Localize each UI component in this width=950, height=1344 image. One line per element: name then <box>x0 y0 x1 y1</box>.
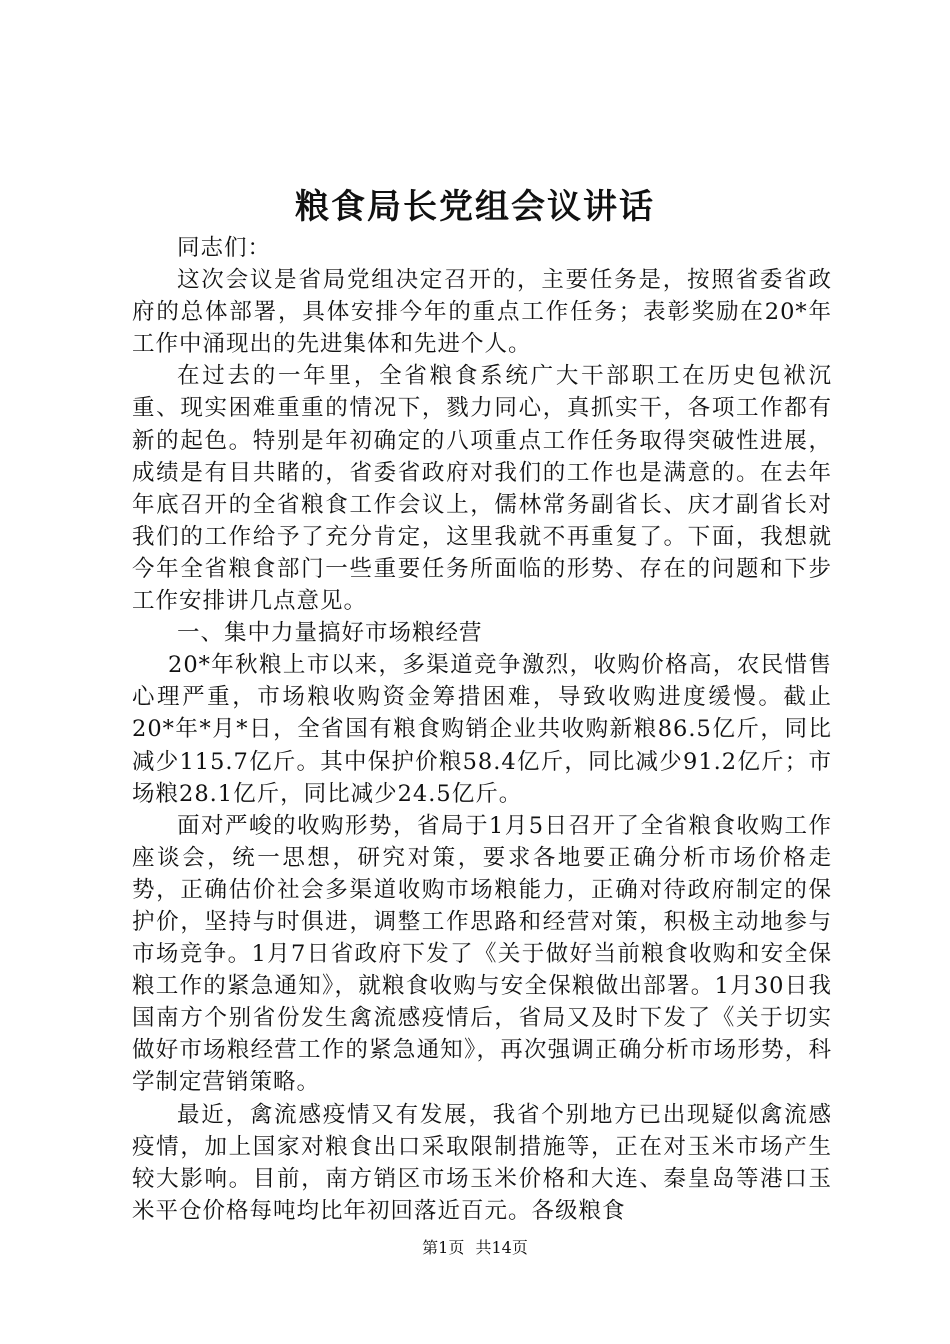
document-body <box>132 232 832 1227</box>
body-paragraph: 20*年秋粮上市以来，多渠道竞争激烈，收购价格高，农民惜售心理严重，市场粮收购资金筹措困难，导致收购进度缓慢。截止20*年*月*日，全省国有粮食购销企业共收购新粮86.5亿斤，同比减少115.7亿斤。其中保护价粮58.4亿斤，同比减少91.2亿斤；市场粮28.1亿斤，同比减少24.5亿斤。 <box>132 652 832 807</box>
body-paragraph: 最近，禽流感疫情又有发展，我省个别地方已出现疑似禽流感疫情，加上国家对粮食出口采取限制措施等，正在对玉米市场产生较大影响。目前，南方销区市场玉米价格和大连、秦皇岛等港口玉米平仓价格每吨均比年初回落近百元。各级粮食 <box>132 1101 832 1224</box>
page-footer <box>0 1236 950 1260</box>
body-paragraph: 面对严峻的收购形势，省局于1月5日召开了全省粮食收购工作座谈会，统一思想，研究对策，要求各地要正确分析市场价格走势，正确估价社会多渠道收购市场粮能力，正确对待政府制定的保护价，坚持与时俱进，调整工作思路和经营对策，积极主动地参与市场竞争。1月7日省政府下发了《关于做好当前粮食收购和安全保粮工作的紧急通知》，就粮食收购与安全保粮做出部署。1月30日我国南方个别省份发生禽流感疫情后，省局又及时下发了《关于切实做好市场粮经营工作的紧急通知》，再次强调正确分析市场形势，科学制定营销策略。 <box>132 812 832 1096</box>
page-number: 第1页 <box>422 1238 465 1257</box>
section-heading: 一、集中力量搞好市场粮经营 <box>177 620 483 647</box>
salutation-paragraph: 同志们： <box>177 235 272 261</box>
body-paragraph: 这次会议是省局党组决定召开的，主要任务是，按照省委省政府的总体部署，具体安排今年的重点工作任务；表彰奖励在20*年工作中涌现出的先进集体和先进个人。 <box>132 267 832 358</box>
body-paragraph: 在过去的一年里，全省粮食系统广大干部职工在历史包袱沉重、现实困难重重的情况下，戮力同心，真抓实干，各项工作都有新的起色。特别是年初确定的八项重点工作任务取得突破性进展，成绩是有目共睹的，省委省政府对我们的工作也是满意的。在去年年底召开的全省粮食工作会议上，儒林常务副省长、庆才副省长对我们的工作给予了充分肯定，这里我就不再重复了。下面，我想就今年全省粮食部门一些重要任务所面临的形势、存在的问题和下步工作安排讲几点意见。 <box>132 363 832 615</box>
document-title: 粮食局长党组会议讲话 <box>295 187 655 227</box>
page-total: 共14页 <box>475 1238 528 1257</box>
